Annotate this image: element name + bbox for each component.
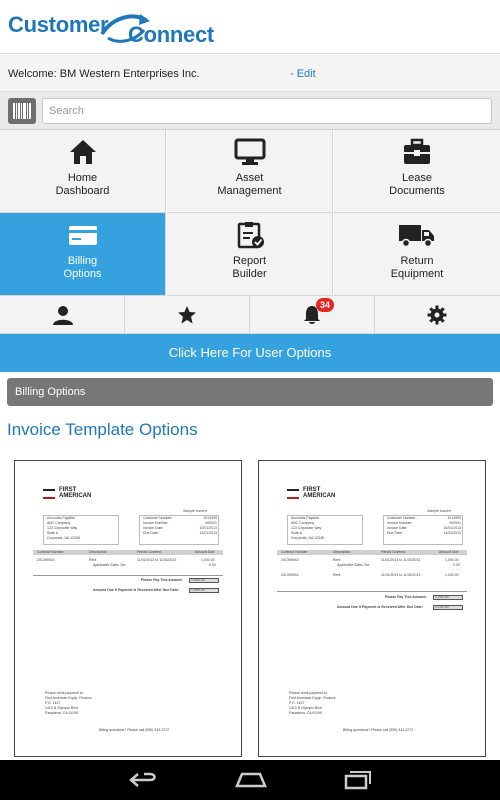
welcome-text: Welcome: BM Western Enterprises Inc. [8, 68, 200, 80]
tile-lease-documents[interactable] [334, 130, 500, 213]
company-logo: FIRST AMERICAN [43, 487, 103, 507]
tile-label: Asset Management [217, 172, 282, 197]
barcode-icon [13, 103, 31, 119]
main-menu-tiles [0, 130, 500, 296]
profile-button[interactable] [0, 296, 125, 334]
welcome-bar [0, 55, 500, 92]
home-nav-icon[interactable] [234, 770, 268, 790]
gear-icon [427, 305, 447, 325]
page-heading: Invoice Template Options [7, 420, 198, 439]
tile-home-dashboard[interactable] [0, 130, 166, 213]
tile-asset-management[interactable] [167, 130, 333, 213]
user-options-button[interactable]: Click Here For User Options [0, 334, 500, 372]
app-header [0, 0, 500, 54]
recents-icon[interactable] [342, 770, 372, 790]
user-icon [52, 305, 74, 325]
section-title-bar: Billing Options [7, 378, 493, 406]
customer-connect-logo[interactable] [8, 8, 268, 48]
invoice-preview: FIRST AMERICAN Sample Invoice Accounts Payable ABC Company 123 Corporate Way Suite A Corporate, NA 12345 Customer Number: Invoice Number: Invoice Date: Due Date: 1013999 000001 10/01/2013 11/01/2013 Contract Number Description Period Covered Amount Due 201399943 Rent 11/01/2013 to 11/30/2013 1,000.00 Applicable Sales Tax 0.00 201399944 Rent 11/01/2013 to 11/30/2013 1,000.00 Please Pay This Amount: 2,000.00 Amount Due If Payment is Received After Due Date: 2,100.00 Please remit payment to: First American Equip. Finance P.O. 1437 1410 N Olympic Blvd Pasadena, CA 91199 Billing questions? Please call (555) 343-2272 [277, 483, 467, 753]
back-icon[interactable] [128, 770, 160, 790]
favorites-button[interactable] [125, 296, 250, 334]
tile-label: Home Dashboard [55, 172, 110, 197]
company-logo: FIRST AMERICAN [287, 487, 347, 507]
search-input[interactable] [42, 98, 492, 124]
logo-word-customer: Customer [8, 12, 109, 37]
barcode-scan-button[interactable] [8, 98, 36, 124]
logo-word-connect: Connect [128, 22, 214, 47]
tile-label: Report Builder [232, 255, 267, 280]
star-icon [177, 305, 197, 325]
system-nav-bar [0, 760, 500, 800]
invoice-template-2[interactable] [258, 460, 486, 757]
settings-button[interactable] [375, 296, 500, 334]
tile-return-equipment[interactable] [334, 213, 500, 296]
credit-card-icon [67, 221, 99, 249]
quick-actions-row [0, 296, 500, 334]
truck-icon [398, 221, 436, 249]
edit-link[interactable]: - Edit [290, 68, 316, 80]
tile-billing-options[interactable] [0, 213, 166, 296]
invoice-template-1[interactable] [14, 460, 242, 757]
home-icon [68, 138, 98, 166]
invoice-preview: FIRST AMERICAN Sample Invoice Accounts Payable ABC Company 123 Corporate Way Suite A Corporate, NA 12345 Customer Number: Invoice Number: Invoice Date: Due Date: 1013999 000001 10/01/2013 11/01/2013 Contract Number Description Period Covered Amount Due 201399943 Rent 11/01/2013 to 11/30/2013 1,000.00 Applicable Sales Tax 0.00 Please Pay This Amount: 1,000.00 Amount Due If Payment is Received After Due Date: 1,050.00 Please remit payment to: First American Equip. Finance P.O. 1437 1410 N Olympic Blvd Pasadena, CA 91199 Billing questions? Please call (555) 343-2272 [33, 483, 223, 753]
tile-label: Return Equipment [390, 255, 444, 280]
briefcase-icon [402, 138, 432, 166]
notifications-button[interactable] [250, 296, 375, 334]
notification-count-badge: 34 [316, 298, 334, 312]
tile-label: Lease Documents [389, 172, 445, 197]
search-bar [0, 92, 500, 130]
tile-report-builder[interactable] [167, 213, 333, 296]
clipboard-check-icon [235, 221, 265, 249]
tile-label: Billing Options [63, 255, 102, 280]
monitor-icon [234, 138, 266, 166]
